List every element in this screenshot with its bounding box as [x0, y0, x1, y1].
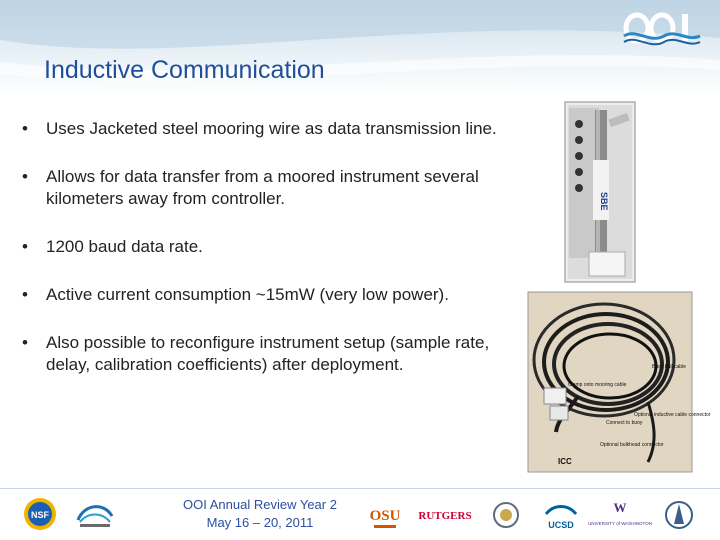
bullet-item: [20, 332, 510, 376]
bullet-item: [20, 236, 510, 258]
nsf-logo-text: NSF: [31, 510, 49, 520]
uw-logo: [588, 498, 652, 532]
rutgers-logo-text: RUTGERS: [418, 510, 472, 522]
uw-logo-text: UNIVERSITY of WASHINGTON: [588, 521, 652, 526]
bullet-symbol: •: [22, 167, 28, 186]
connector-label: Optional inductive cable connector: [634, 412, 711, 418]
bullet-item: [20, 166, 510, 210]
icc-cable-photo: [528, 292, 711, 472]
osu-logo: [370, 498, 400, 534]
bullet-symbol: •: [22, 119, 28, 138]
sensor-photo: [565, 102, 635, 282]
bullet-list: [20, 118, 510, 402]
bulkhead-label: Optional bulkhead connector: [600, 442, 664, 448]
bullet-item: [20, 284, 510, 306]
bullet-text: 1200 baud data rate.: [46, 237, 203, 256]
institution-logo: [664, 498, 694, 532]
sensor-label: SBE: [599, 192, 609, 211]
footer-rule: [0, 488, 720, 489]
nsf-logo: [22, 496, 58, 532]
buoy-label: Buoy hull cable: [652, 364, 686, 370]
bullet-symbol: •: [22, 237, 28, 256]
ooi-logo: [622, 10, 702, 50]
slide-title: Inductive Communication: [44, 56, 325, 84]
rutgers-logo: [418, 504, 472, 526]
icc-label: ICC: [558, 457, 572, 466]
bullet-symbol: •: [22, 333, 28, 352]
clamp-label: Clamp onto mooring cable: [568, 382, 627, 388]
consortium-logo: [74, 500, 116, 530]
bullet-symbol: •: [22, 285, 28, 304]
bullet-text: Uses Jacketed steel mooring wire as data transmission line.: [46, 119, 497, 138]
bullet-text: Active current consumption ~15mW (very low power).: [46, 285, 449, 304]
uw-logo-mark: W: [613, 500, 627, 515]
osu-logo-text: OSU: [369, 508, 401, 524]
bullet-text: Also possible to reconfigure instrument setup (sample rate, delay, calibration coefficients) after deployment.: [46, 333, 490, 374]
footer-text: [160, 496, 360, 532]
ucsd-logo-text: UCSD: [548, 520, 574, 530]
connect-buoy-label: Connect to buoy: [606, 420, 643, 426]
ucsd-logo: [540, 500, 582, 532]
university-seal-logo: [492, 498, 520, 532]
footer-dates: May 16 – 20, 2011: [206, 515, 314, 530]
bullet-item: [20, 118, 510, 140]
footer-event: OOI Annual Review Year 2: [183, 497, 337, 512]
bullet-text: Allows for data transfer from a moored instrument several kilometers away from controller.: [46, 167, 479, 208]
